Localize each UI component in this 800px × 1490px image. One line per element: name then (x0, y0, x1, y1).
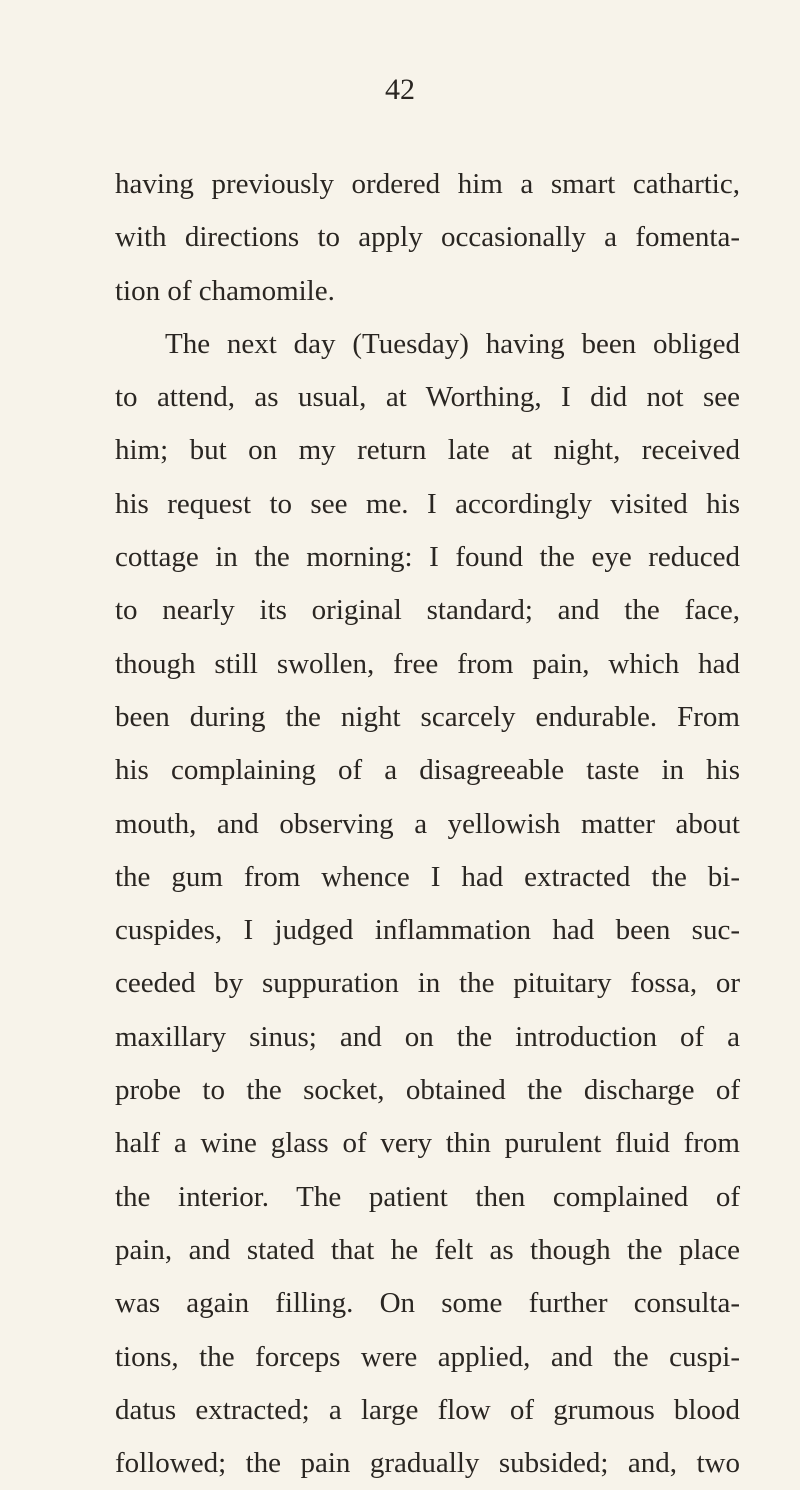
text-line: datus extracted; a large flow of grumous blood (115, 1393, 740, 1426)
text-line: followed; the pain gradually subsided; and, two (115, 1447, 740, 1480)
text-line: was again filling. On some further consulta- (115, 1287, 740, 1320)
text-line: half a wine glass of very thin purulent fluid from (115, 1127, 740, 1160)
text-line: his request to see me. I accordingly visited his (115, 487, 740, 520)
page-number: 42 (385, 73, 415, 106)
text-line: to nearly its original standard; and the face, (115, 594, 740, 627)
text-line: been during the night scarcely endurable. From (115, 700, 740, 733)
text-line: tions, the forceps were applied, and the cuspi- (115, 1340, 740, 1373)
text-line: his complaining of a disagreeable taste in his (115, 754, 740, 787)
body-text (115, 158, 740, 1490)
text-line: probe to the socket, obtained the discharge of (115, 1074, 740, 1107)
text-line: maxillary sinus; and on the introduction of a (115, 1020, 740, 1053)
text-line: the gum from whence I had extracted the bi- (115, 860, 740, 893)
text-line: though still swollen, free from pain, which had (115, 647, 740, 680)
text-line: tion of chamomile. (115, 274, 335, 307)
text-line: him; but on my return late at night, received (115, 434, 740, 467)
text-line: pain, and stated that he felt as though the place (115, 1233, 740, 1266)
text-line: the interior. The patient then complained of (115, 1180, 740, 1213)
text-line: to attend, as usual, at Worthing, I did not see (115, 381, 740, 414)
text-line: ceeded by suppuration in the pituitary fossa, or (115, 967, 740, 1000)
text-line: The next day (Tuesday) having been obliged (165, 327, 740, 360)
text-line: cottage in the morning: I found the eye reduced (115, 541, 740, 574)
text-line: mouth, and observing a yellowish matter about (115, 807, 740, 840)
text-line: with directions to apply occasionally a fomenta- (115, 221, 740, 254)
text-line: cuspides, I judged inflammation had been suc- (115, 914, 740, 947)
text-line: having previously ordered him a smart cathartic, (115, 168, 740, 200)
